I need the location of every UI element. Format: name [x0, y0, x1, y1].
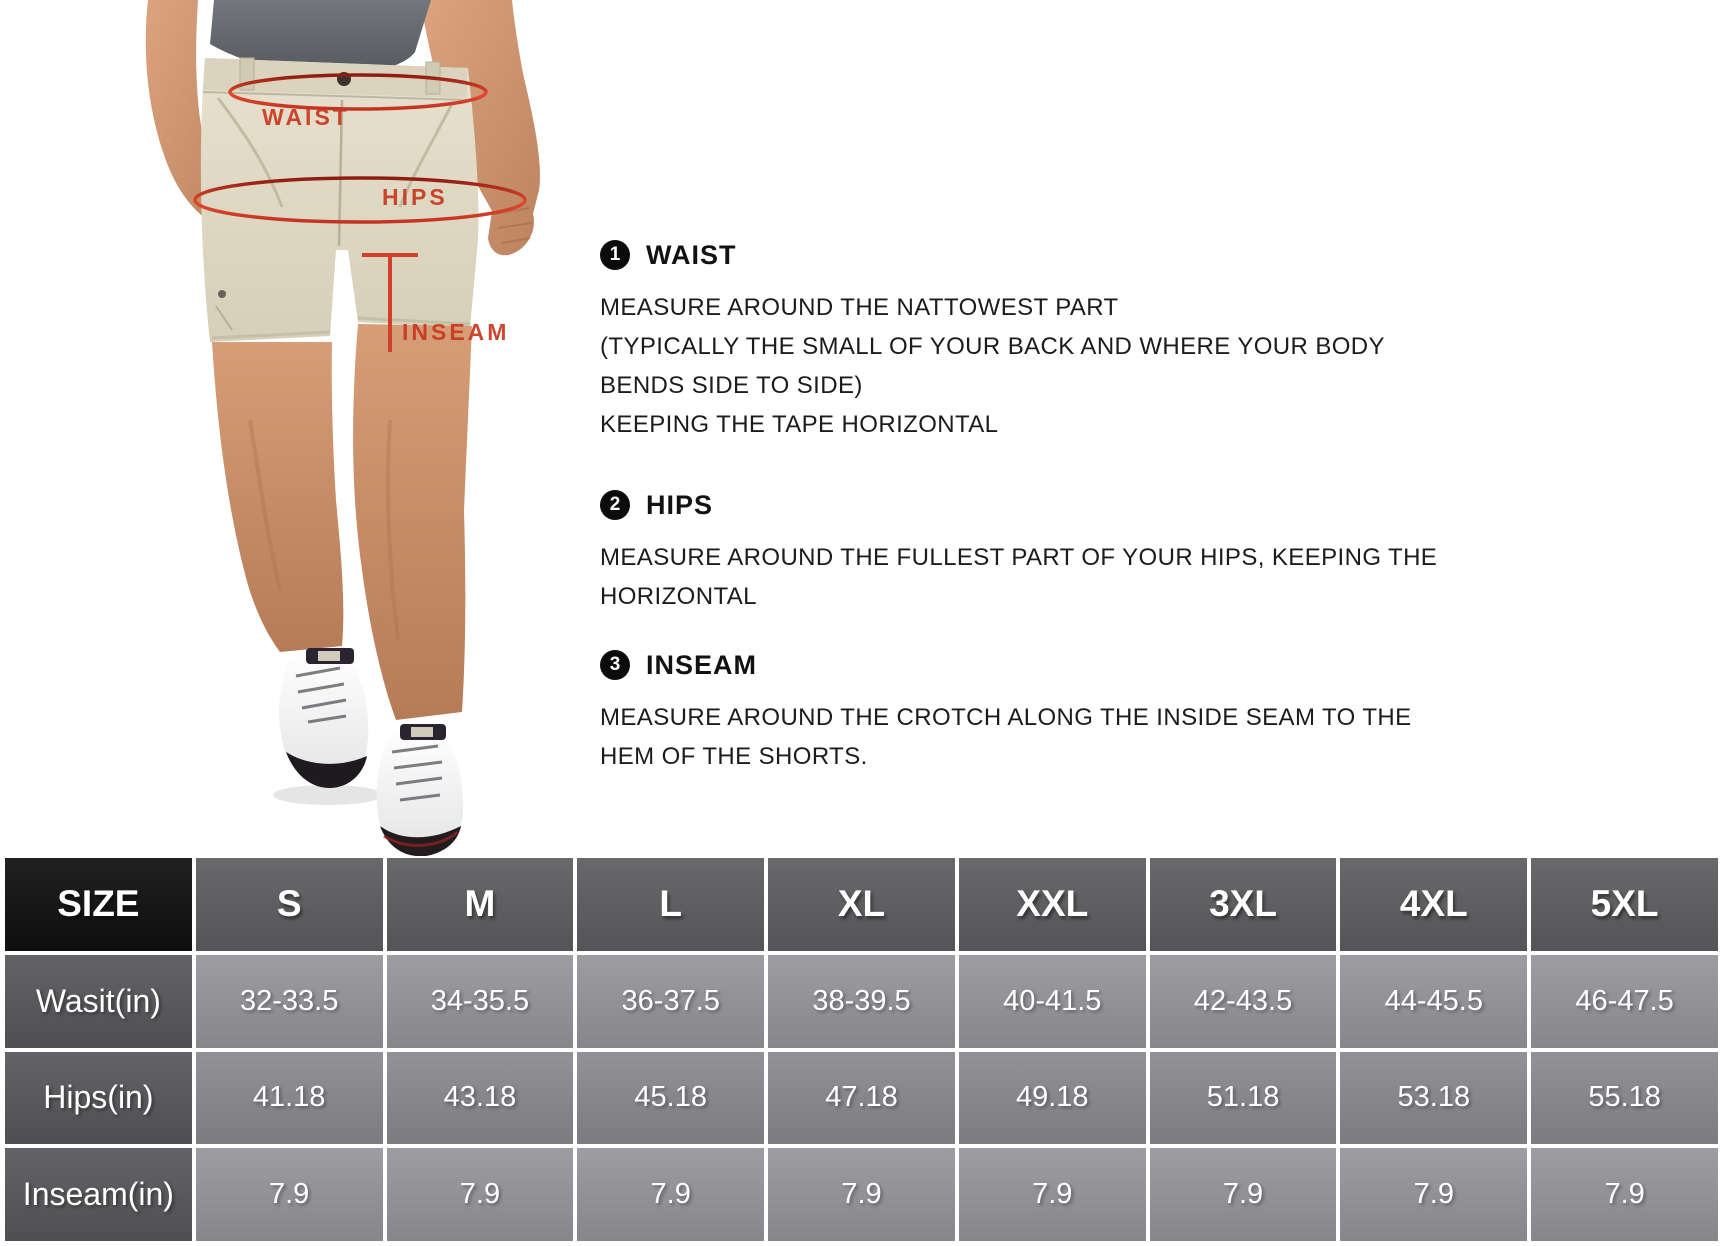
- value-cell: 47.18: [768, 1052, 955, 1145]
- instruction-line: HEM OF THE SHORTS.: [600, 743, 868, 770]
- instruction-text: [600, 288, 1385, 444]
- instruction-line: HORIZONTAL: [600, 583, 757, 610]
- row-label-cell: Inseam(in): [5, 1148, 192, 1241]
- figure-hips-label: HIPS: [382, 184, 448, 210]
- instruction-line: (TYPICALLY THE SMALL OF YOUR BACK AND WHERE YOUR BODY: [600, 333, 1385, 360]
- value-cell: 40-41.5: [959, 955, 1146, 1048]
- step-number-icon: 3: [600, 650, 630, 680]
- size-column-header: S: [196, 858, 383, 951]
- instruction-title: INSEAM: [646, 649, 758, 680]
- value-cell: 7.9: [768, 1148, 955, 1241]
- size-column-header: L: [577, 858, 764, 951]
- value-cell: 36-37.5: [577, 955, 764, 1048]
- value-cell: 46-47.5: [1531, 955, 1718, 1048]
- instruction-line: BENDS SIDE TO SIDE): [600, 372, 863, 399]
- row-label-cell: Wasit(in): [5, 955, 192, 1048]
- value-cell: 7.9: [1531, 1148, 1718, 1241]
- value-cell: 45.18: [577, 1052, 764, 1145]
- value-cell: 7.9: [1150, 1148, 1337, 1241]
- size-header-cell: SIZE: [5, 858, 192, 951]
- instruction-title: HIPS: [646, 489, 714, 520]
- size-column-header: 3XL: [1150, 858, 1337, 951]
- value-cell: 7.9: [387, 1148, 574, 1241]
- step-number-icon: 1: [600, 240, 630, 270]
- value-cell: 43.18: [387, 1052, 574, 1145]
- figure-waist-label: WAIST: [262, 104, 350, 130]
- value-cell: 44-45.5: [1340, 955, 1527, 1048]
- size-column-header: 5XL: [1531, 858, 1718, 951]
- instruction-line: MEASURE AROUND THE NATTOWEST PART: [600, 294, 1119, 321]
- instruction-line: MEASURE AROUND THE CROTCH ALONG THE INSIDE SEAM TO THE: [600, 704, 1412, 731]
- size-column-header: XL: [768, 858, 955, 951]
- value-cell: 7.9: [1340, 1148, 1527, 1241]
- figure-inseam-label: INSEAM: [402, 319, 510, 345]
- size-column-header: XXL: [959, 858, 1146, 951]
- value-cell: 34-35.5: [387, 955, 574, 1048]
- instruction-text: [600, 538, 1438, 616]
- instruction-text: [600, 698, 1412, 776]
- value-cell: 49.18: [959, 1052, 1146, 1145]
- model-photo: [90, 0, 610, 856]
- model-illustration: [90, 0, 610, 856]
- value-cell: 41.18: [196, 1052, 383, 1145]
- row-label-cell: Hips(in): [5, 1052, 192, 1145]
- value-cell: 55.18: [1531, 1052, 1718, 1145]
- instruction-item-waist: [600, 238, 1385, 444]
- value-cell: 7.9: [196, 1148, 383, 1241]
- size-column-header: M: [387, 858, 574, 951]
- instruction-title: WAIST: [646, 239, 737, 270]
- instruction-item-inseam: [600, 648, 1412, 776]
- value-cell: 51.18: [1150, 1052, 1337, 1145]
- size-table-section: [0, 856, 1723, 1246]
- value-cell: 32-33.5: [196, 955, 383, 1048]
- value-cell: 38-39.5: [768, 955, 955, 1048]
- step-number-icon: 2: [600, 490, 630, 520]
- measure-instructions: [600, 0, 1438, 820]
- size-table: [5, 858, 1718, 1241]
- value-cell: 42-43.5: [1150, 955, 1337, 1048]
- instruction-item-hips: [600, 488, 1438, 616]
- value-cell: 7.9: [577, 1148, 764, 1241]
- value-cell: 7.9: [959, 1148, 1146, 1241]
- size-column-header: 4XL: [1340, 858, 1527, 951]
- instruction-line: KEEPING THE TAPE HORIZONTAL: [600, 411, 999, 438]
- value-cell: 53.18: [1340, 1052, 1527, 1145]
- instruction-line: MEASURE AROUND THE FULLEST PART OF YOUR HIPS, KEEPING THE: [600, 544, 1438, 571]
